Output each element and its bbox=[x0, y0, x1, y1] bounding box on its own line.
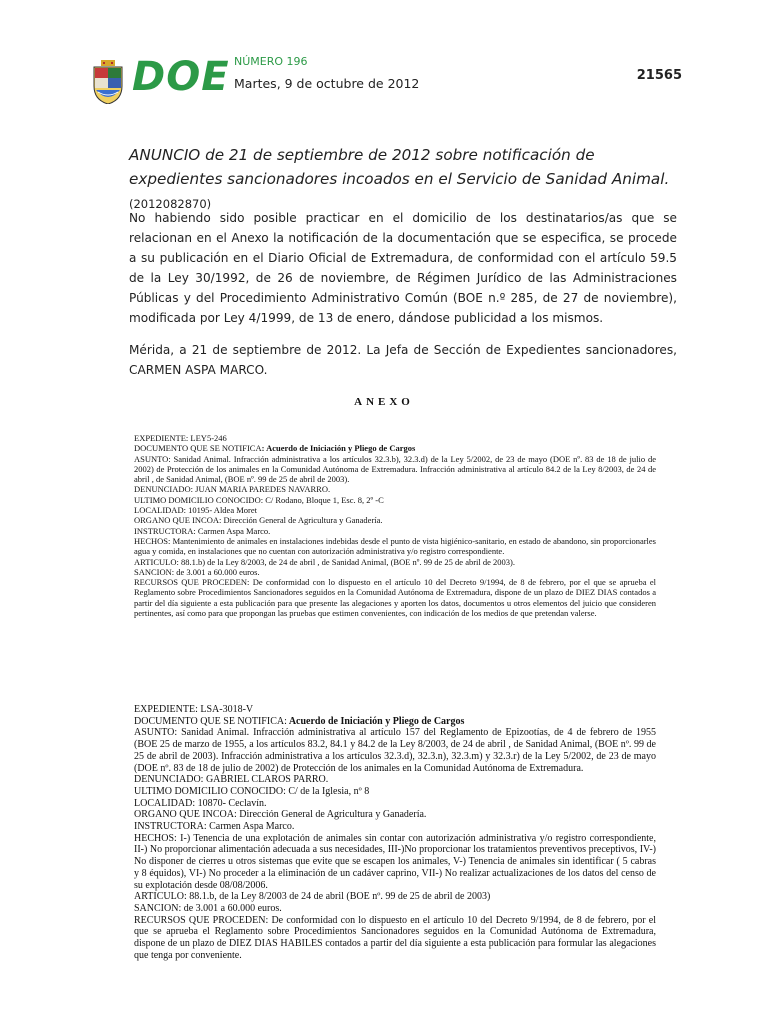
notice-title-text: ANUNCIO de 21 de septiembre de 2012 sobre notificación de expedientes sancionadores incoados en el Servicio de Sanidad Animal. bbox=[129, 146, 670, 188]
anexo-heading: ANEXO bbox=[354, 396, 414, 408]
record-localidad: LOCALIDAD: 10870- Ceclavín. bbox=[134, 797, 267, 809]
record-recursos: RECURSOS QUE PROCEDEN: De conformidad con lo dispuesto en el artículo 10 del Decreto 9/1994, de 8 de febrero, por el que se aprueba el Reglamento sobre Procedimientos Sancionadores seguidos en la Comunidad Autónoma de Extremadura, dispone de un plazo de DIEZ DIAS HABILES contados a partir del día siguiente a esta publicación para formular las alegaciones que tenga por conveniente. bbox=[134, 914, 656, 961]
page-header bbox=[92, 48, 682, 112]
record-domicilio: ULTIMO DOMICILIO CONOCIDO: C/ Rodano, Bloque 1, Esc. 8, 2º -C bbox=[134, 494, 384, 505]
record-organo: ORGANO QUE INCOA: Dirección General de Agricultura y Ganadería. bbox=[134, 809, 427, 821]
record-2 bbox=[134, 704, 656, 961]
issue-number: NÚMERO 196 bbox=[234, 55, 308, 68]
extremadura-crest-icon bbox=[92, 60, 124, 104]
record-denunciado: DENUNCIADO: GABRIEL CLAROS PARRO. bbox=[134, 774, 329, 786]
record-hechos: HECHOS: Mantenimiento de animales en instalaciones indebidas desde el punto de vista higiénico-sanitario, en estado de abandono, sin proporcionarles agua y comida, en instalaciones que no cuentan con autorización administrativa y/o registro correspondiente. bbox=[134, 535, 656, 557]
notice-code: (2012082870) bbox=[129, 197, 212, 211]
record-domicilio: ULTIMO DOMICILIO CONOCIDO: C/ de la Iglesia, nº 8 bbox=[134, 785, 370, 797]
record-documento-value: Acuerdo de Iniciación y Pliego de Cargos bbox=[286, 715, 465, 727]
record-localidad: LOCALIDAD: 10195- Aldea Moret bbox=[134, 505, 257, 516]
record-hechos: HECHOS: I-) Tenencia de una explotación de animales sin contar con autorización administrativa y/o registro correspondiente, II-) No proporcionar alimentación adecuada a sus necesidades, III-)No proporcionar los tratamientos preventivos preceptivos, IV-) No disponer de cierres u otros sistemas que evite que se escapen los animales, V-) Tenencia de animales sin identificar ( 5 cabras y 8 équidos), VI-) No proceder a la eliminación de un cadáver caprino, VII-) No realizar actualizaciones de los datos del censo de su explotación desde 08/08/2006. bbox=[134, 832, 656, 891]
record-articulo: ARTICULO: 88.1.b, de la Ley 8/2003 de 24 de abril (BOE nº. 99 de 25 de abril de 2003) bbox=[134, 891, 491, 903]
record-expediente: EXPEDIENTE: LEY5-246 bbox=[134, 433, 227, 443]
record-documento-value: : Acuerdo de Iniciación y Pliego de Cargos bbox=[261, 443, 416, 454]
record-documento bbox=[134, 716, 656, 728]
record-documento-label: DOCUMENTO QUE SE NOTIFICA bbox=[134, 443, 262, 454]
record-asunto: ASUNTO: Sanidad Animal. Infracción administrativa al artículo 157 del Reglamento de Epizootías, de 4 de febrero de 1955 (BOE 25 de marzo de 1955, a los artículos 83.2, 84.1 y 84.2 de la Ley 8/2003, de 24 de abril , de Sanidad Animal, (BOE nº. 99 de 25 de abril de 2003). Infracción administrativa a los artículos 32.3.d), 32.3.n), 32.3.m) y 32.3.r) de la Ley 5/2002, de 23 de mayo (DOE nº. 83 de 18 de julio de 2002) de Protección de los animales en la Comunidad Autónoma de Extremadura. bbox=[134, 727, 656, 774]
record-documento bbox=[134, 443, 656, 453]
notice-intro: No habiendo sido posible practicar en el domicilio de los destinatarios/as que se relacionan en el Anexo la notificación de la documentación que se especifica, se procede a su publicación en el Diario Oficial de Extremadura, de conformidad con el artículo 59.5 de la Ley 30/1992, de 26 de noviembre, de Régimen Jurídico de las Administraciones Públicas y del Procedimiento Administrativo Común (BOE n.º 285, de 27 de noviembre), modificada por Ley 4/1999, de 13 de enero, dándose publicidad a los mismos. bbox=[129, 211, 677, 325]
record-organo: ORGANO QUE INCOA: Dirección General de Agricultura y Ganadería. bbox=[134, 515, 383, 526]
record-sancion: SANCION: de 3.001 a 60.000 euros. bbox=[134, 902, 282, 914]
record-recursos: RECURSOS QUE PROCEDEN: De conformidad con lo dispuesto en el artículo 10 del Decreto 9/1994, de 8 de febrero, por el que se aprueba el Reglamento sobre Procedimientos Sancionadores seguidos en la Comunidad Autónoma de Extremadura, dispone de un plazo de DIEZ DIAS contados a partir del día siguiente a esta publicación para que presente las alegaciones y aporten los datos, documentos u otros elementos del juicio que consideren pertinentes, así como para que propongan las pruebas que estimen convenientes, con indicación de los medios de que pretendan valerse. bbox=[134, 577, 656, 619]
issue-date: Martes, 9 de octubre de 2012 bbox=[234, 76, 420, 91]
record-expediente: EXPEDIENTE: LSA-3018-V bbox=[134, 704, 254, 715]
notice-signature: Mérida, a 21 de septiembre de 2012. La Jefa de Sección de Expedientes sancionadores, CARMEN ASPA MARCO. bbox=[129, 343, 677, 377]
record-sancion: SANCION: de 3.001 a 60.000 euros. bbox=[134, 566, 260, 577]
record-instructora: INSTRUCTORA: Carmen Aspa Marco. bbox=[134, 821, 295, 833]
page-number: 21565 bbox=[636, 68, 682, 83]
record-denunciado: DENUNCIADO: JUAN MARIA PAREDES NAVARRO. bbox=[134, 484, 331, 495]
record-articulo: ARTICULO: 88.1.b) de la Ley 8/2003, de 24 de abril , de Sanidad Animal, (BOE nº. 99 de 25 de abril de 2003). bbox=[134, 556, 516, 567]
record-1 bbox=[134, 433, 656, 618]
record-documento-label: DOCUMENTO QUE SE NOTIFICA: bbox=[134, 715, 287, 727]
notice-title bbox=[129, 143, 677, 216]
record-asunto: ASUNTO: Sanidad Animal. Infracción administrativa a los artículos 32.3.b), 32.3.d) de la Ley 5/2002, de 23 de mayo (DOE nº. 83 de 18 de julio de 2002) de Protección de los animales en la Comunidad Autónoma de Extremadura. Infracción administrativa al artículo 84.2 de la Ley 8/2003, de 24 de abril , de Sanidad Animal, (BOE nº. 99 de 25 de abril de 2003). bbox=[134, 453, 656, 485]
doe-logo: DOE bbox=[132, 54, 230, 100]
record-instructora: INSTRUCTORA: Carmen Aspa Marco. bbox=[134, 525, 271, 536]
